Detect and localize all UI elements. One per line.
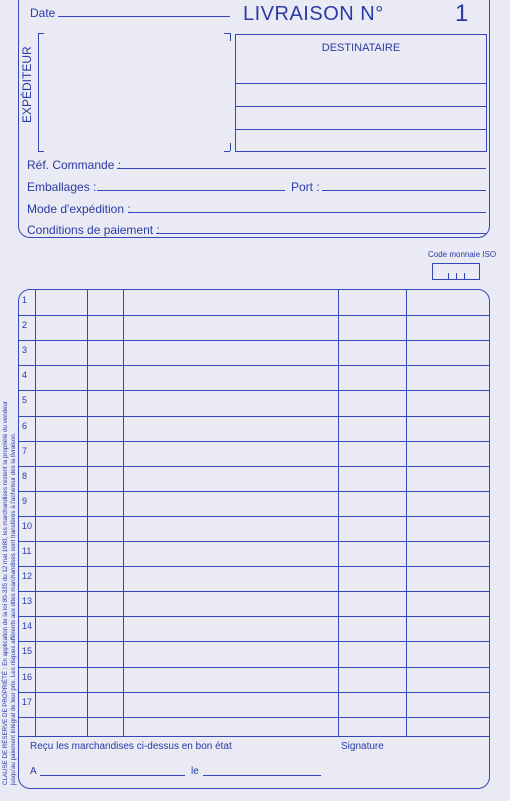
table-row	[19, 416, 490, 417]
date-field[interactable]	[58, 16, 230, 17]
iso-currency-label: Code monnaie ISO	[428, 250, 497, 259]
table-bottom-line	[19, 736, 490, 737]
table-row	[19, 390, 490, 391]
document-title: LIVRAISON N°	[243, 3, 384, 25]
date-reception-label: le	[191, 766, 199, 777]
row-number: 3	[22, 345, 28, 356]
destinataire-label: DESTINATAIRE	[321, 42, 401, 54]
row-number: 10	[22, 520, 33, 531]
row-number: 14	[22, 621, 33, 632]
row-number: 17	[22, 696, 33, 707]
expediteur-bracket-left	[38, 33, 39, 151]
table-row	[19, 491, 490, 492]
expediteur-bracket-bottom-right	[224, 151, 230, 152]
clause-line-2: jusqu'au paiement intégral de leur prix. Les risques afférents aux dites marchandises sont transférés à l'acheteur dès la livraison.	[10, 432, 17, 785]
row-number: 15	[22, 646, 33, 657]
iso-tick	[464, 273, 465, 279]
clause-line-1: CLAUSE DE RÉSERVE DE PROPRIÉTÉ : En application de la loi 80-335 du 12 mai 1980, les marchandises restent la propriété du vendeur	[2, 400, 9, 785]
row-number: 11	[22, 546, 32, 556]
row-number: 9	[22, 495, 28, 506]
emballages-label: Emballages :	[27, 180, 97, 194]
table-row	[19, 365, 490, 366]
table-row	[19, 616, 490, 617]
table-row	[19, 541, 490, 542]
destinataire-line	[236, 106, 486, 107]
row-number: 13	[22, 596, 33, 607]
ref-commande-field[interactable]	[117, 168, 486, 169]
mode-expedition-label: Mode d'expédition :	[27, 202, 131, 216]
table-row	[19, 566, 490, 567]
column-divider	[123, 290, 124, 736]
iso-tick	[456, 273, 457, 279]
clause-reserve-propriete	[2, 280, 18, 785]
table-row	[19, 717, 490, 718]
column-divider	[35, 290, 36, 736]
emballages-field[interactable]	[97, 190, 285, 191]
table-row	[19, 692, 490, 693]
column-divider	[87, 290, 88, 736]
table-row	[19, 441, 490, 442]
conditions-paiement-label: Conditions de paiement :	[27, 223, 160, 237]
recu-marchandises-label: Reçu les marchandises ci-dessus en bon état	[30, 741, 232, 752]
ref-commande-label: Réf. Commande :	[27, 158, 122, 172]
column-divider	[338, 290, 339, 736]
lieu-label: A	[30, 766, 37, 777]
row-number: 8	[22, 470, 28, 481]
row-number: 6	[22, 420, 28, 431]
mode-expedition-field[interactable]	[128, 212, 486, 213]
row-number: 16	[22, 671, 33, 682]
items-table	[18, 289, 490, 789]
row-number: 12	[22, 571, 33, 582]
iso-currency-field[interactable]	[432, 263, 480, 280]
table-row	[19, 466, 490, 467]
date-label: Date	[30, 6, 56, 20]
conditions-paiement-field[interactable]	[156, 233, 486, 234]
expediteur-label: EXPÉDITEUR	[20, 46, 34, 123]
row-number: 4	[22, 370, 28, 381]
table-row	[19, 591, 490, 592]
row-number: 1	[22, 295, 28, 305]
table-row	[19, 340, 490, 341]
table-row	[19, 641, 490, 642]
row-number: 5	[22, 395, 28, 406]
expediteur-bracket-bottom	[38, 151, 44, 152]
column-divider	[406, 290, 407, 736]
iso-tick	[448, 273, 449, 279]
document-number: 1	[455, 0, 469, 27]
row-number: 7	[22, 445, 28, 456]
expediteur-bracket-right-tick	[230, 33, 231, 41]
row-number: 2	[22, 320, 28, 331]
port-label: Port :	[291, 180, 320, 194]
destinataire-line	[236, 129, 486, 130]
lieu-field[interactable]	[40, 775, 185, 776]
destinataire-box[interactable]	[235, 34, 487, 152]
expediteur-bracket-right-tick-bottom	[230, 143, 231, 151]
date-reception-field[interactable]	[203, 775, 321, 776]
table-row	[19, 315, 490, 316]
destinataire-line	[236, 83, 486, 84]
signature-label: Signature	[341, 741, 384, 752]
table-row	[19, 516, 490, 517]
port-field[interactable]	[322, 190, 486, 191]
table-row	[19, 667, 490, 668]
